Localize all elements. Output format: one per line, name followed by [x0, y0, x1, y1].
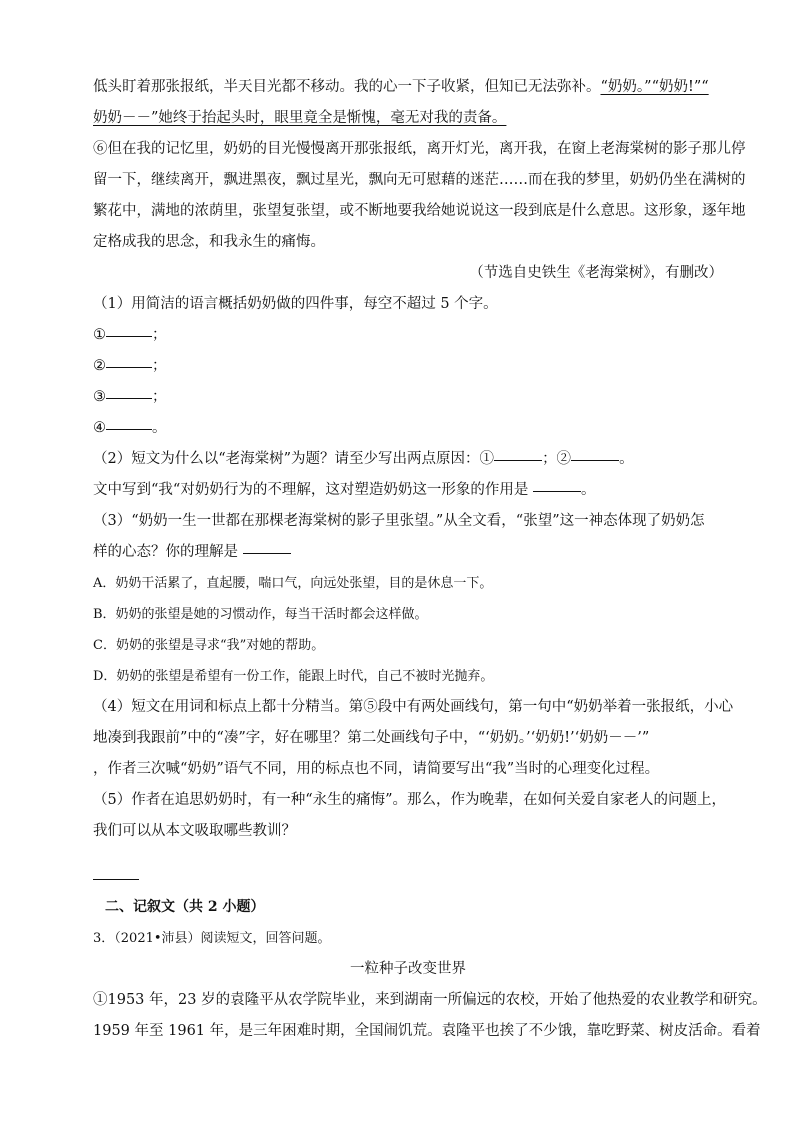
- question-text: ；②: [542, 451, 572, 467]
- question-3-label: 3．（2021•沛县）阅读短文，回答问题。: [93, 931, 331, 946]
- question-text: 。: [580, 482, 596, 498]
- answer-line: [93, 861, 723, 892]
- item-end: ；: [152, 389, 167, 405]
- paragraph-6-line: 繁花中，满地的浓荫里，张望复张望，或不断地要我给她说说这一段到底是什么意思。这形象，逐年地: [93, 203, 746, 219]
- question-4: （4）短文在用词和标点上都十分精当。第⑤段中有两处画线句，第一句中“奶奶举着一张报纸，小心: [93, 699, 734, 715]
- answer-blank[interactable]: [533, 490, 581, 492]
- underlined-sentence: 奶奶－－”她终于抬起头时，眼里竟全是惭愧，毫无对我的责备。: [93, 110, 507, 126]
- question-2-followup: [93, 475, 723, 506]
- passage-line: [93, 103, 723, 134]
- answer-blank-row: [93, 320, 723, 351]
- question-text: 。: [619, 451, 634, 467]
- passage-line: [93, 72, 723, 103]
- question-3: [93, 537, 723, 568]
- spacer: [93, 847, 723, 861]
- question-text: （2）短文为什么以“老海棠树”为题？请至少写出两点原因：①: [93, 451, 495, 467]
- answer-blank-row: [93, 351, 723, 382]
- item-end: 。: [152, 420, 167, 436]
- answer-blank-row: [93, 413, 723, 444]
- choice-option-d[interactable]: D．奶奶的张望是希望有一份工作，能跟上时代，自己不被时光抛弃。: [93, 669, 494, 684]
- article-line: ①1953 年，23 岁的袁隆平从农学院毕业，来到湖南一所偏远的农校，开始了他热爱的农业教学和研究。: [93, 992, 767, 1008]
- item-end: ；: [152, 327, 167, 343]
- choice-option-b[interactable]: B．奶奶的张望是她的习惯动作，每当干活时都会这样做。: [93, 607, 428, 622]
- document-page: [93, 72, 767, 1047]
- passage-text: 低头盯着那张报纸，半天目光都不移动。我的心一下子收紧，但知已无法弥补。: [93, 79, 601, 95]
- article-title: 一粒种子改变世界: [350, 961, 466, 977]
- item-end: ；: [152, 358, 167, 374]
- paragraph-6-line: 留一下，继续离开，飘进黑夜，飘过星光，飘向无可慰藉的迷茫……而在我的梦里，奶奶仍坐在满树的: [93, 172, 746, 188]
- paragraph-6-line: ⑥但在我的记忆里，奶奶的目光慢慢离开那张报纸，离开灯光，离开我，在窗上老海棠树的影子那儿停: [93, 141, 746, 157]
- source-citation: （节选自史铁生《老海棠树》，有删改）: [469, 265, 723, 281]
- choice-option-c[interactable]: C．奶奶的张望是寻求“我”对她的帮助。: [93, 638, 325, 653]
- question-1: （1）用简洁的语言概括奶奶做的四件事，每空不超过 5 个字。: [93, 296, 498, 312]
- answer-blank[interactable]: [106, 397, 152, 399]
- underlined-sentence: “奶奶。”“奶奶!”“: [600, 79, 709, 95]
- section-heading: 二、记叙文（共 2 小题）: [105, 899, 265, 915]
- answer-blank[interactable]: [106, 335, 152, 337]
- question-5: 我们可以从本文吸取哪些教训？: [93, 823, 296, 839]
- item-number: ③: [93, 389, 106, 405]
- answer-rule[interactable]: [93, 879, 139, 880]
- paragraph-6-line: 定格成我的思念，和我永生的痛悔。: [93, 234, 325, 250]
- choice-option-a[interactable]: A．奶奶干活累了，直起腰，喘口气，向远处张望，目的是休息一下。: [93, 576, 493, 591]
- item-number: ④: [93, 420, 106, 436]
- question-text: 样的心态？你的理解是: [93, 544, 243, 560]
- question-2: [93, 444, 723, 475]
- answer-blank[interactable]: [494, 459, 542, 461]
- question-3: （3）“奶奶一生一世都在那棵老海棠树的影子里张望。”从全文看，“张望”这一神态体现了奶奶怎: [93, 513, 705, 529]
- item-number: ①: [93, 327, 106, 343]
- answer-blank[interactable]: [243, 552, 291, 554]
- answer-blank[interactable]: [106, 366, 152, 368]
- item-number: ②: [93, 358, 106, 374]
- question-4: ，作者三次喊“奶奶”语气不同，用的标点也不同，请简要写出“我”当时的心理变化过程。: [93, 761, 660, 777]
- question-4: 地凑到我跟前”中的“凑”字，好在哪里？第二处画线句子中，“‘奶奶。’‘奶奶!’‘奶奶－－’”: [93, 730, 650, 746]
- question-text: 文中写到“我“对奶奶行为的不理解，这对塑造奶奶这一形象的作用是: [93, 482, 533, 498]
- answer-blank[interactable]: [571, 459, 619, 461]
- answer-blank-row: [93, 382, 723, 413]
- answer-blank[interactable]: [106, 428, 152, 430]
- article-line: 1959 年至 1961 年，是三年困难时期，全国闹饥荒。袁隆平也挨了不少饿，靠吃野菜、树皮活命。看着: [93, 1023, 761, 1039]
- question-5: （5）作者在追思奶奶时，有一种“永生的痛悔”。那么，作为晚辈，在如何关爱自家老人的问题上，: [93, 792, 727, 808]
